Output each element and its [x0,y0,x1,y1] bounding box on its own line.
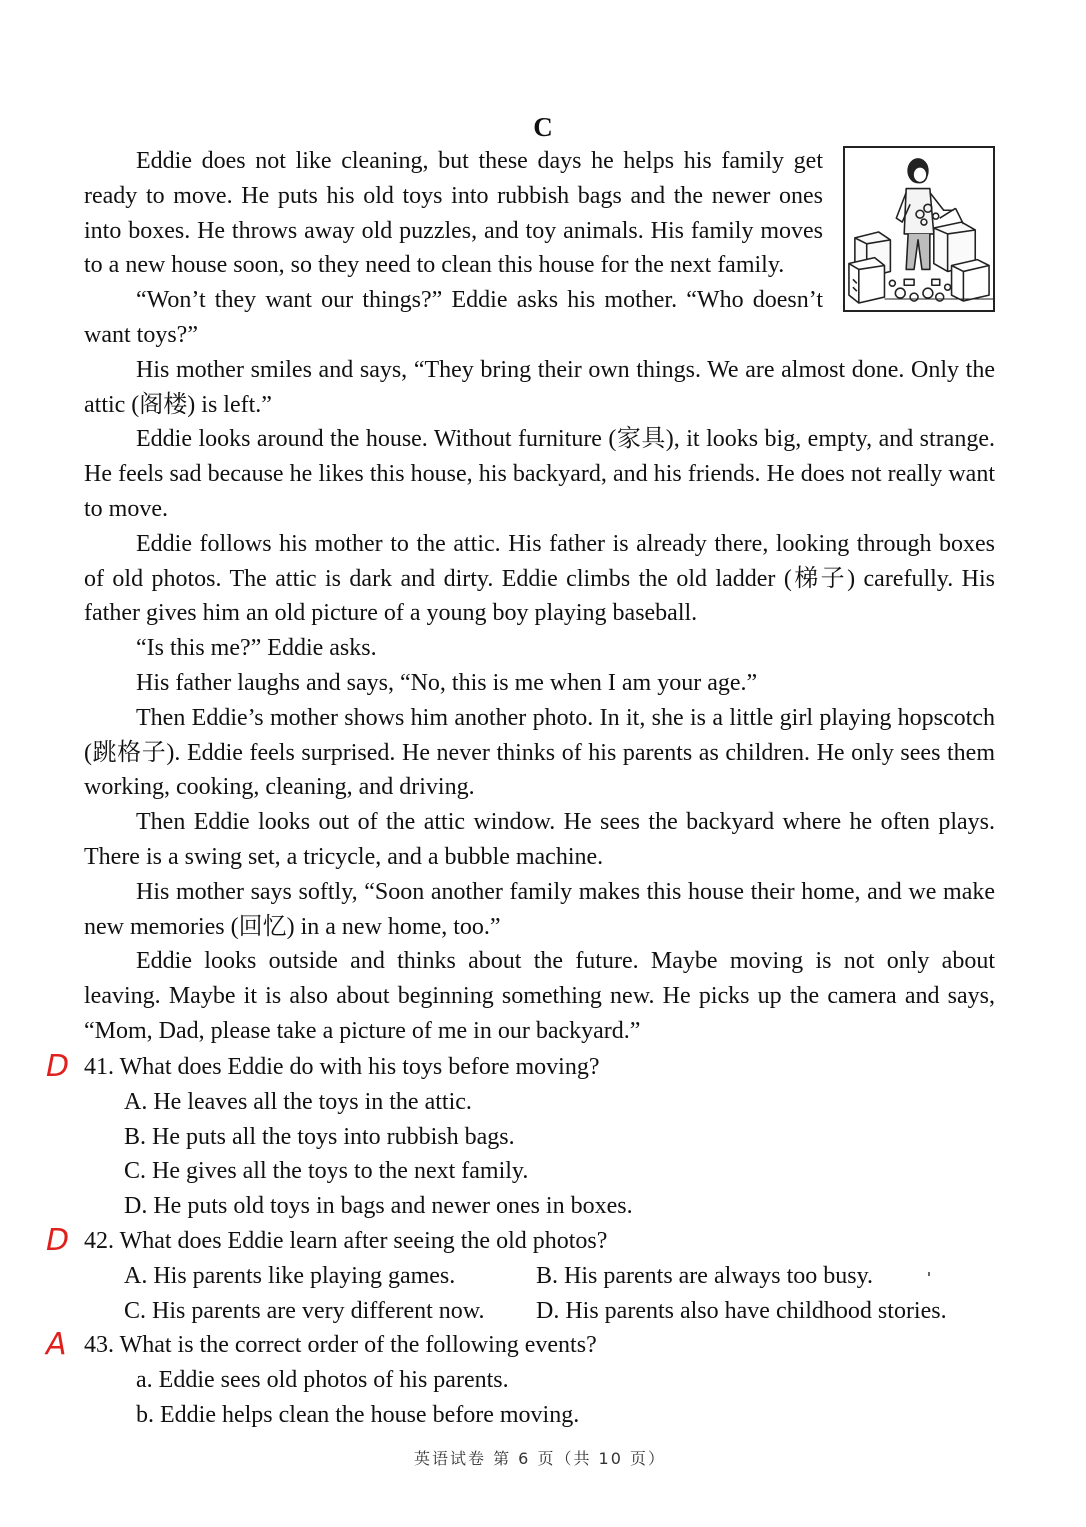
answer-mark: A [46,1327,67,1363]
question-41 [46,1049,1004,1224]
page-footer: 英语试卷 第 6 页（共 10 页） [414,1449,666,1468]
option-a: A. His parents like playing games. [124,1262,456,1289]
reading-passage [84,144,995,1049]
option-d: D. He puts old toys in bags and newer ones in boxes. [124,1193,633,1220]
paragraph: Eddie does not like cleaning, but these days he helps his family get ready to move. He puts his old toys into rubbish bags and the newer ones into boxes. He throws away old puzzles, and toy animals. His family moves to a new house soon, so they need to clean this house for the next family. [84,148,823,279]
question-stem: 43. What is the correct order of the following events? [84,1332,597,1359]
paragraph: His mother smiles and says, “They bring their own things. We are almost done. Only the attic (阁楼) is left.” [84,356,995,418]
paragraph: Eddie looks outside and thinks about the future. Maybe moving is not only about leaving. Maybe it is also about beginning something new. He picks up the camera and says, “Mom, Dad, please take a picture of me in our backyard.” [84,948,995,1044]
paragraph: His mother says softly, “Soon another family makes this house their home, and we make new memories (回忆) in a new home, too.” [84,878,995,940]
answer-mark: D [46,1222,70,1258]
paragraph: Eddie looks around the house. Without furniture (家具), it looks big, empty, and strange. He feels sad because he likes this house, his backyard, and his friends. He does not really want to move. [84,426,995,522]
option-d: D. His parents also have childhood stories. [536,1297,947,1324]
option-b: B. He puts all the toys into rubbish bags. [124,1123,515,1150]
answer-mark: D [46,1049,70,1084]
event-a: a. Eddie sees old photos of his parents. [136,1367,509,1394]
scan-speck [928,1272,930,1276]
question-42 [46,1222,1004,1328]
section-letter: C [533,112,553,142]
option-b: B. His parents are always too busy. [536,1262,874,1289]
question-stem: 42. What does Eddie learn after seeing the old photos? [84,1227,608,1254]
option-row [124,1259,1004,1294]
paragraph: Then Eddie’s mother shows him another photo. In it, she is a little girl playing hopscotch (跳格子). Eddie feels surprised. He never thinks of his parents as children. He only sees them working, cooking, cleaning, and driving. [84,704,995,801]
paragraph: “Is this me?” Eddie asks. [136,635,377,662]
paragraph: Then Eddie looks out of the attic window. He sees the backyard where he often plays. There is a swing set, a tricycle, and a bubble machine. [84,809,995,870]
paragraph: Eddie follows his mother to the attic. His father is already there, looking through boxes of old photos. The attic is dark and dirty. Eddie climbs the old ladder (梯子) carefully. His father gives him an old picture of a young boy playing baseball. [84,530,995,627]
option-row [124,1294,1004,1329]
option-a: A. He leaves all the toys in the attic. [124,1088,472,1115]
paragraph: “Won’t they want our things?” Eddie asks his mother. “Who doesn’t want toys?” [84,287,823,348]
event-b: b. Eddie helps clean the house before moving. [136,1401,580,1428]
option-c: C. His parents are very different now. [124,1297,485,1324]
boy-packing-toys-illustration [843,146,995,312]
paragraph: His father laughs and says, “No, this is me when I am your age.” [136,669,758,696]
questions-section [46,1049,1004,1433]
question-43 [46,1327,1004,1432]
option-c: C. He gives all the toys to the next family. [124,1158,529,1185]
question-stem: 41. What does Eddie do with his toys before moving? [84,1054,600,1080]
